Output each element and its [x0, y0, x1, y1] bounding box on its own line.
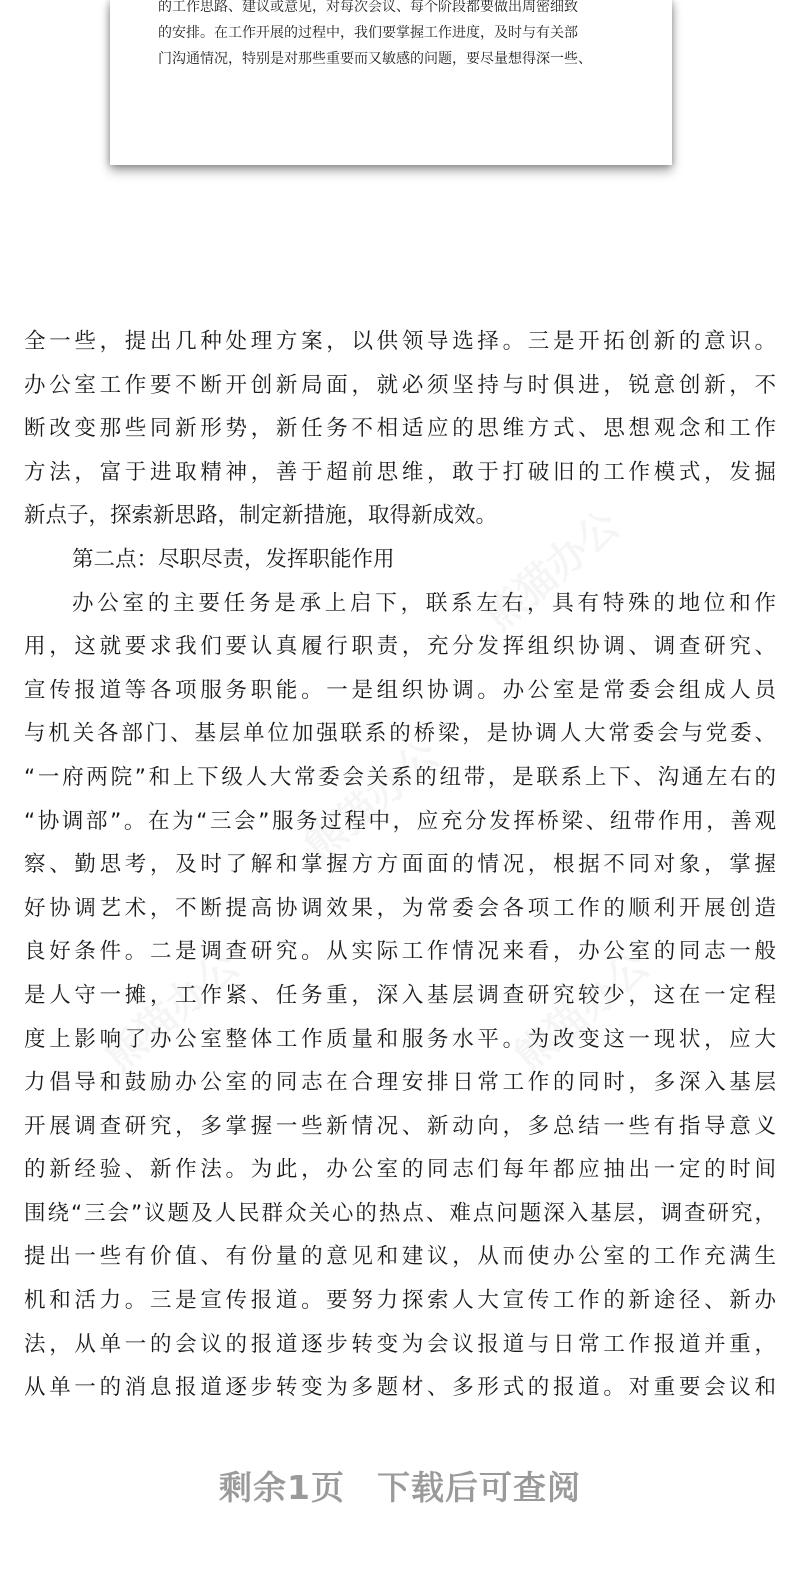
- remaining-pages-label: 剩余1页: [219, 1468, 345, 1507]
- body-line: 度上影响了办公室整体工作质量和服务水平。为改变这一现状，应大: [24, 1026, 776, 1052]
- preview-line: 的工作思路、建议或意见，对每次会议、每个阶段都要做出周密细致: [158, 0, 578, 15]
- watermark: 熊猫办公: [506, 942, 659, 1081]
- preview-line: 的安排。在工作开展的过程中，我们要掌握工作进度，及时与有关部: [158, 25, 578, 41]
- body-line: 用，这就要求我们要认真履行职责，充分发挥组织协调、调查研究、: [24, 634, 776, 660]
- body-line: 法，从单一的会议的报道逐步转变为会议报道与日常工作报道并重，: [24, 1331, 776, 1357]
- body-line: 办公室工作要不断开创新局面，就必须坚持与时俱进，锐意创新，不: [24, 372, 776, 398]
- body-line: 提出一些有价值、有份量的意见和建议，从而使办公室的工作充满生: [24, 1244, 776, 1270]
- body-line: 察、勤思考，及时了解和掌握方方面面的情况，根据不同对象，掌握: [24, 852, 776, 878]
- section-heading: 第二点：尽职尽责，发挥职能作用: [72, 546, 395, 572]
- body-line: 良好条件。二是调查研究。从实际工作情况来看，办公室的同志一般: [24, 939, 776, 965]
- preview-page-card: [110, 0, 672, 165]
- watermark: 熊猫办公: [296, 732, 449, 871]
- document-body: [24, 320, 776, 1410]
- body-line: 断改变那些同新形势，新任务不相适应的思维方式、思想观念和工作: [24, 416, 776, 442]
- watermark: 熊猫办公: [476, 502, 629, 641]
- body-line: 全一些，提出几种处理方案，以供领导选择。三是开拓创新的意识。: [24, 329, 776, 354]
- body-line: 新点子，探索新思路，制定新措施，取得新成效。: [24, 503, 498, 529]
- body-line: 方法，富于进取精神，善于超前思维，敢于打破旧的工作模式，发掘: [24, 459, 776, 485]
- body-line: 是人守一摊，工作紧、任务重，深入基层调查研究较少，这在一定程: [24, 982, 776, 1008]
- download-to-read-label: 下载后可查阅: [376, 1468, 581, 1507]
- body-line: 好协调艺术，不断提高协调效果，为常委会各项工作的顺利开展创造: [24, 895, 776, 921]
- body-line: 办公室的主要任务是承上启下，联系左右，具有特殊的地位和作: [72, 590, 776, 616]
- body-line: 力倡导和鼓励办公室的同志在合理安排日常工作的同时，多深入基层: [24, 1070, 776, 1096]
- watermark: 熊猫办公: [96, 942, 249, 1081]
- body-line: 围绕“三会”议题及人民群众关心的热点、难点问题深入基层，调查研究，: [24, 1200, 776, 1226]
- body-line: 宣传报道等各项服务职能。一是组织协调。办公室是常委会组成人员: [24, 677, 776, 703]
- body-line: 的新经验、新作法。为此，办公室的同志们每年都应抽出一定的时间: [24, 1157, 776, 1183]
- body-line: 与机关各部门、基层单位加强联系的桥梁，是协调人大常委会与党委、: [24, 721, 776, 747]
- body-line: 开展调查研究，多掌握一些新情况、新动向，多总结一些有指导意义: [24, 1113, 776, 1139]
- body-line: “一府两院”和上下级人大常委会关系的纽带，是联系上下、沟通左右的: [24, 764, 776, 790]
- preview-line: 门沟通情况，特别是对那些重要而又敏感的问题，要尽量想得深一些、: [158, 51, 592, 67]
- body-line: 从单一的消息报道逐步转变为多题材、多形式的报道。对重要会议和: [24, 1375, 776, 1401]
- body-line: 机和活力。三是宣传报道。要努力探索人大宣传工作的新途径、新办: [24, 1288, 776, 1314]
- body-line: “协调部”。在为“三会”服务过程中，应充分发挥桥梁、纽带作用，善观: [24, 808, 776, 834]
- preview-text: [158, 0, 638, 72]
- download-prompt[interactable]: [0, 1462, 800, 1509]
